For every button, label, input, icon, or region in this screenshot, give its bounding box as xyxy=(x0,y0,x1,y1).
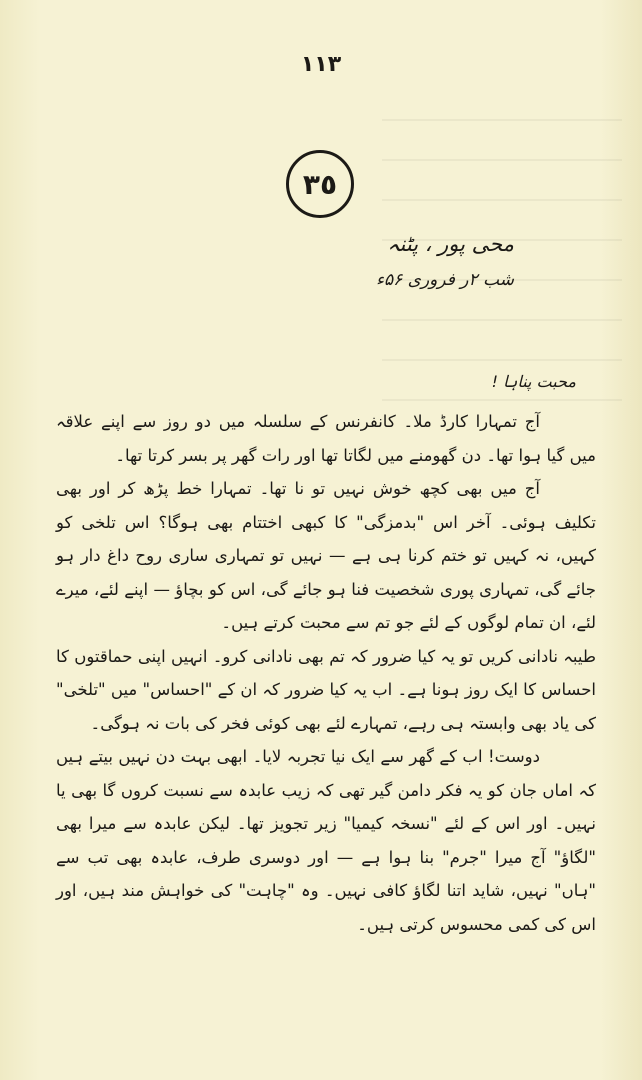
paragraph: آج تمہارا کارڈ ملا۔ کانفرنس کے سلسلہ میں دو روز سے اپنے علاقہ میں گیا ہوا تھا۔ دن گھومنے میں لگاتا تھا اور رات گھر پر بسر کرتا تھا۔ xyxy=(56,412,596,465)
paragraph: آج میں بھی کچھ خوش نہیں تو نا تھا۔ تمہارا خط پڑھ کر اور بھی تکلیف ہوئی۔ آخر اس "بدمزگی" کا کبھی اختتام بھی ہوگا؟ اس تلخی کو کہیں، نہ کہیں تو ختم کرنا ہی ہے — نہیں تو تمہاری ساری روح داغ دار ہو جائے گی، تمہاری پوری شخصیت فنا ہو جائے گی، اس کو بچاؤ — اپنے لئے، میرے لئے، ان تمام لوگوں کے لئے جو تم سے محبت کرتے ہیں۔ xyxy=(56,479,596,632)
letter-place: محی پور ، پٹنہ xyxy=(387,232,514,256)
page-number: ١١٣ xyxy=(300,52,342,77)
chapter-number-badge xyxy=(286,150,354,218)
chapter-number: ٣٥ xyxy=(302,167,338,201)
letter-salutation: محبت پناہا ! xyxy=(491,372,576,391)
paragraph: طیبہ نادانی کریں تو یہ کیا ضرور کہ تم بھی نادانی کرو۔ انہیں اپنی حماقتوں کا احساس کا ایک روز ہونا ہے۔ اب یہ کیا ضرور کہ ان کے "احساس" میں "تلخی" کی یاد بھی وابستہ ہی رہے، تمہارے لئے بھی کوئی فخر کی بات نہ ہوگی۔ xyxy=(56,646,596,733)
paragraph: دوست! اب کے گھر سے ایک نیا تجربہ لایا۔ ابھی بہت دن نہیں بیتے ہیں کہ اماں جان کو یہ فکر دامن گیر تھی کہ زیب عابدہ سے نسبت کروں گا بھی یا نہیں۔ اور اس کے لئے "نسخہ کیمیا" زیر تجویز تھا۔ لیکن عابدہ سے میرا بھی "لگاؤ" آج میرا "جرم" بنا ہوا ہے — اور دوسری طرف، عابدہ بھی تب سے "ہاں" نہیں، شاید اتنا لگاؤ کافی نہیں۔ وہ "چاہت" کی خواہش مند ہیں، اور اس کی کمی محسوس کرتی ہیں۔ xyxy=(56,747,596,934)
letter-body xyxy=(56,405,596,941)
letter-date: شب ۲ر فروری ۵۶ء xyxy=(376,270,514,290)
